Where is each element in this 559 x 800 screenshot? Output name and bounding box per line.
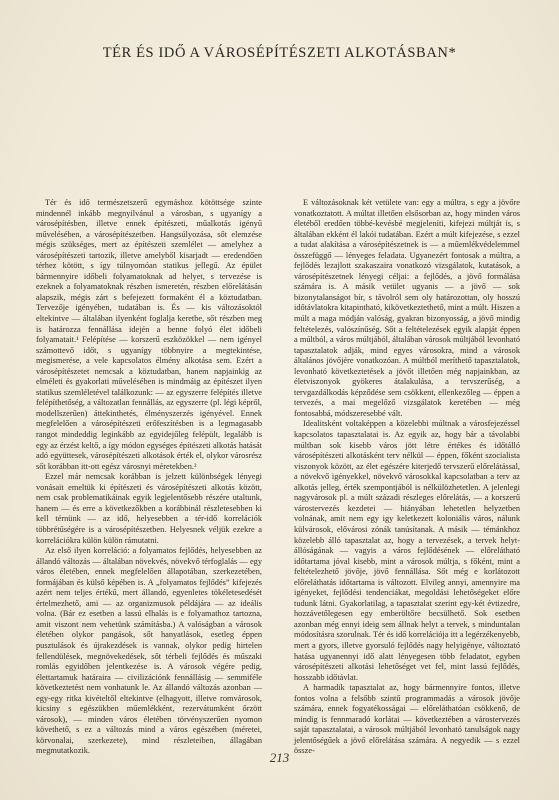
page-number: 213 <box>269 750 290 765</box>
right-text-column <box>294 198 520 757</box>
paragraph: A harmadik tapasztalat az, hogy bármennyire fontos, illetve fontos volna a felsőbb szintű programmadás a városok jövője számára, ennek fogyatékosságai — előreláthatóan csökkenő, de mindig is fennmaradó korlátai — következtében a várostervezés saját tapasztalatai, a városok múltjából levonható tanulságok nagy jelentőségűek a jövő előrelátása számára. A negyedik — s ezzel össze- <box>294 683 520 756</box>
paragraph: Ezzel már nemcsak korábban is jelzett különbségek lényegi vonásait emeltük ki építészeti és városépítészeti alkotás között, nem csak problematikáinak egyik legjelentősebb részére utaltunk, hanem — és erre a következőkben a korábbinál részletesebben ki kell térnünk — az idő, helyesebben a tér-idő korrelációk többrétűségére is a városépítészetben. Helyesnek véljük ezekre a korrelációkra külön külön rámutatni. <box>36 472 262 545</box>
left-text-column <box>36 198 262 757</box>
paragraph: Az első ilyen korreláció: a folyamatos fejlődés, helyesebben az állandó változás — általában növekvés, növekvő térfoglalás — egy város életében, ennek megfelelően állapotában, szerkezetében, formájában és külső képében is. A „folyamatos fejlődés” kifejezés azért nem teljes értékű, mert állandó, egyenletes tökéletesedését értelmezhető, ami — az organizmusok példájára — az ideális volna. (Bár ez esetben a lassú elhalás is e folyamathoz tartozna, amit viszont nem vehetünk számításba.) A valóságban a városok életében olykor pangások, sőt hanyatlások, esetleg éppen pusztulások és újrakezdések is vannak, olykor pedig hirtelen fellendülések, megnövekedések, sőt térbeli fejlődés és műszaki romlás egyidőben jelentkezése is. A városok végére pedig, élettartamuk határaira — civilizációnk fennállásig — semmiféle következtetést nem vonhatunk le. Az állandó változás azonban — egy-egy ritka kivételtől eltekintve (elhagyott, illetve romvárosok, kicsiny s egészükben műemlékként, rezervátumként őrzött városok), — minden város életében törvényszerűen nyomon követhető, s ez a változás mind a város egészében (méretei, körvonalai, szerkezete), mind részleteiben, állagában megmutatkozik. <box>36 546 262 756</box>
article-title: TÉR ÉS IDŐ A VÁROSÉPÍTÉSZETI ALKOTÁSBAN* <box>102 44 457 61</box>
paragraph: Idealitsként voltaképpen a közelebbi múltnak a városfejezéssel kapcsolatos tapasztalatai is. Az egyik az, hogy bár a távolabbi múltban sok kisebb város jött létre értékes és időtálló városépítészeti alkotásként terv nélkül — éppen, főként szocialista viszonyok között, az élet egészére kiterjedő tervszerű előrelátással, a növekvő igényekkel, növekvő városokkal kapcsolatban a terv az alkotás jelleg, érték szempontjából is nélkülözhetetlen. A jelenlegi nagyvárosok pl. a múlt századi részleges előrelátás, — a korszerű várostervezés kezdetei — hiányában lehetetlen helyzetben volnának, amit nem egy igy keletkezett koloniális város, nálunk külvárosok, elővárosi zónák tanúsítanak. A másik — témánkhoz közelebb álló tapasztalat az, hogy a tervezések, a tervek helyt-állóságának — vagyis a város fejlődésének — előrelátható időtartama jóval kisebb, mint a városok múltja, s főként, mint a feltételezhető jövője, jövő fennállása. Sőt még e korlátozott előreláthatás időtartama is változott. Elvileg annyi, amennyire ma igényeket, fejlődési tendenciákat, megoldási lehetőségeket előre tudunk látni. Gyakorlatilag, a tapasztalat szerint egy-két évtizedre, hozzávetőlegesen egy emberöltőre becsülhető. Sok esetben azonban még ennyi ideig sem állnak helyt a tervek, s minduntalan módosításra szorulnak. Tér és idő korrelációja itt a legérzékenyebb, mert a gyors, illetve gyorsuló fejlődés nagy helyigénye, változtató hatása ugyanennyi idő alatt lényegesen több feladatot, egyben városépítészeti alkotási lehetőséget vet fel, mint lassú fejlődés, hosszabb időtávlat. <box>294 419 520 682</box>
paragraph: E változásoknak két vetülete van: egy a múltra, s egy a jövőre vonatkoztatott. A múltat illetően elsősorban az, hogy minden város életéből eredően többé-kevésbé megjeleníti, kifejezi múltját is, s általában ekként él lakói tudatában. Ezért a múlt kifejezése, s ezzel a tudat alakítása a városépítészetnek is — a műemlékvédelemmel összefüggő — lényeges feladata. Ugyanezért fontosak a múltra, a fejlődés lezajlott szakaszaira vonatkozó vizsgálatok, kutatások, a városépítészetnek lényegi céljai: a fejlődés, a jövő formálása számára is. A másik vetület ugyanis — a jövő — sok bizonytalanságot bír, s távolról sem oly határozottan, oly hosszú időtávlatokra kitapintható, kikövetkeztethető, mint a múlt. Hiszen a múlt a maga módján valóság, gyakran bizonyosság, a jövő mindig feltételezés, valószínűség. Sőt a feltételezések egyik alapját éppen a múltból, a város múltjából, általában városok múltjából levonható tapasztalatok adják, mind egyes városokra, mind a városok általános jövőjére vonatkozóan. A múltból meríthető tapasztalatok, levonható következtetések a jövőt illetően még napjainkban, az életviszonyok gyökeres átalakulása, a tervszerűség, a tervgazdálkodás képződése sem csökkent, ellenkezőleg — éppen a tervezés, a mai megelőző vizsgálatok keretében — még fontosabbá, módszeresebbé vált. <box>294 198 520 418</box>
paragraph: Tér és idő természetszerű egymáshoz kötöttsége szinte mindennél inkább megnyilvánul a városban, s ugyanígy a városépítésben, illetve ennek építészeti, műalkotás igényű művelésében, a városépítészetben. Hangsúlyozása, sőt elemzése mégis szükséges, mert az építészeti szemlélet — amelyhez a városépítészeti tartozik, illetve amelyből kisarjadt — eredendően térhez kötött, s így túlnyomóan statikus jellegű. Az épület bármennyire időbeli folyamatoknak ad helyet, s tervezése is ezeknek a folyamatoknak részben ismeretén, részben előrelátásán alapszik, mégis zárt s befejezett formaként él a köztudatban. Tervezője igényében, tudatában is. És — kis változásoktól eltekintve — általában ilyenként foglalja keretbe, sőt részben meg is határozza fennállása idején a benne folyó élet időbeli folyamatait.¹ Felépítése — korszerű eszközökkel — nem igényel számottevő időt, s ugyanígy többnyire a megtekintése, megismerése, a vele kapcsolatos élmény alkotása sem. Ezért a városépítészetet nemcsak a köztudatban, hanem napjainkig az elméleti és gyakorlati művelésében is mindmáig az építészet ilyen statikus szemléletével találkozunk: — az egyszerre felépítés illetve felépíthetőség, a változatlan fennállás, az egyszerre (pl. légi képről, modellszerűen) áttekinthetés, élményszerzés igényével. Ennek megfelelően a városépítészeti erőfeszítésben is a legmagasabb rangot mindeddig leginkább az egyidejűleg felépült, legalább is egy az érzést keltő, a így módon egységes építészeti alkotás hatását adó együttesek, városépítészeti alkotások érték el, olykor városrész sőt korábban itt-ott egész városnyi méretekben.² <box>36 198 262 471</box>
